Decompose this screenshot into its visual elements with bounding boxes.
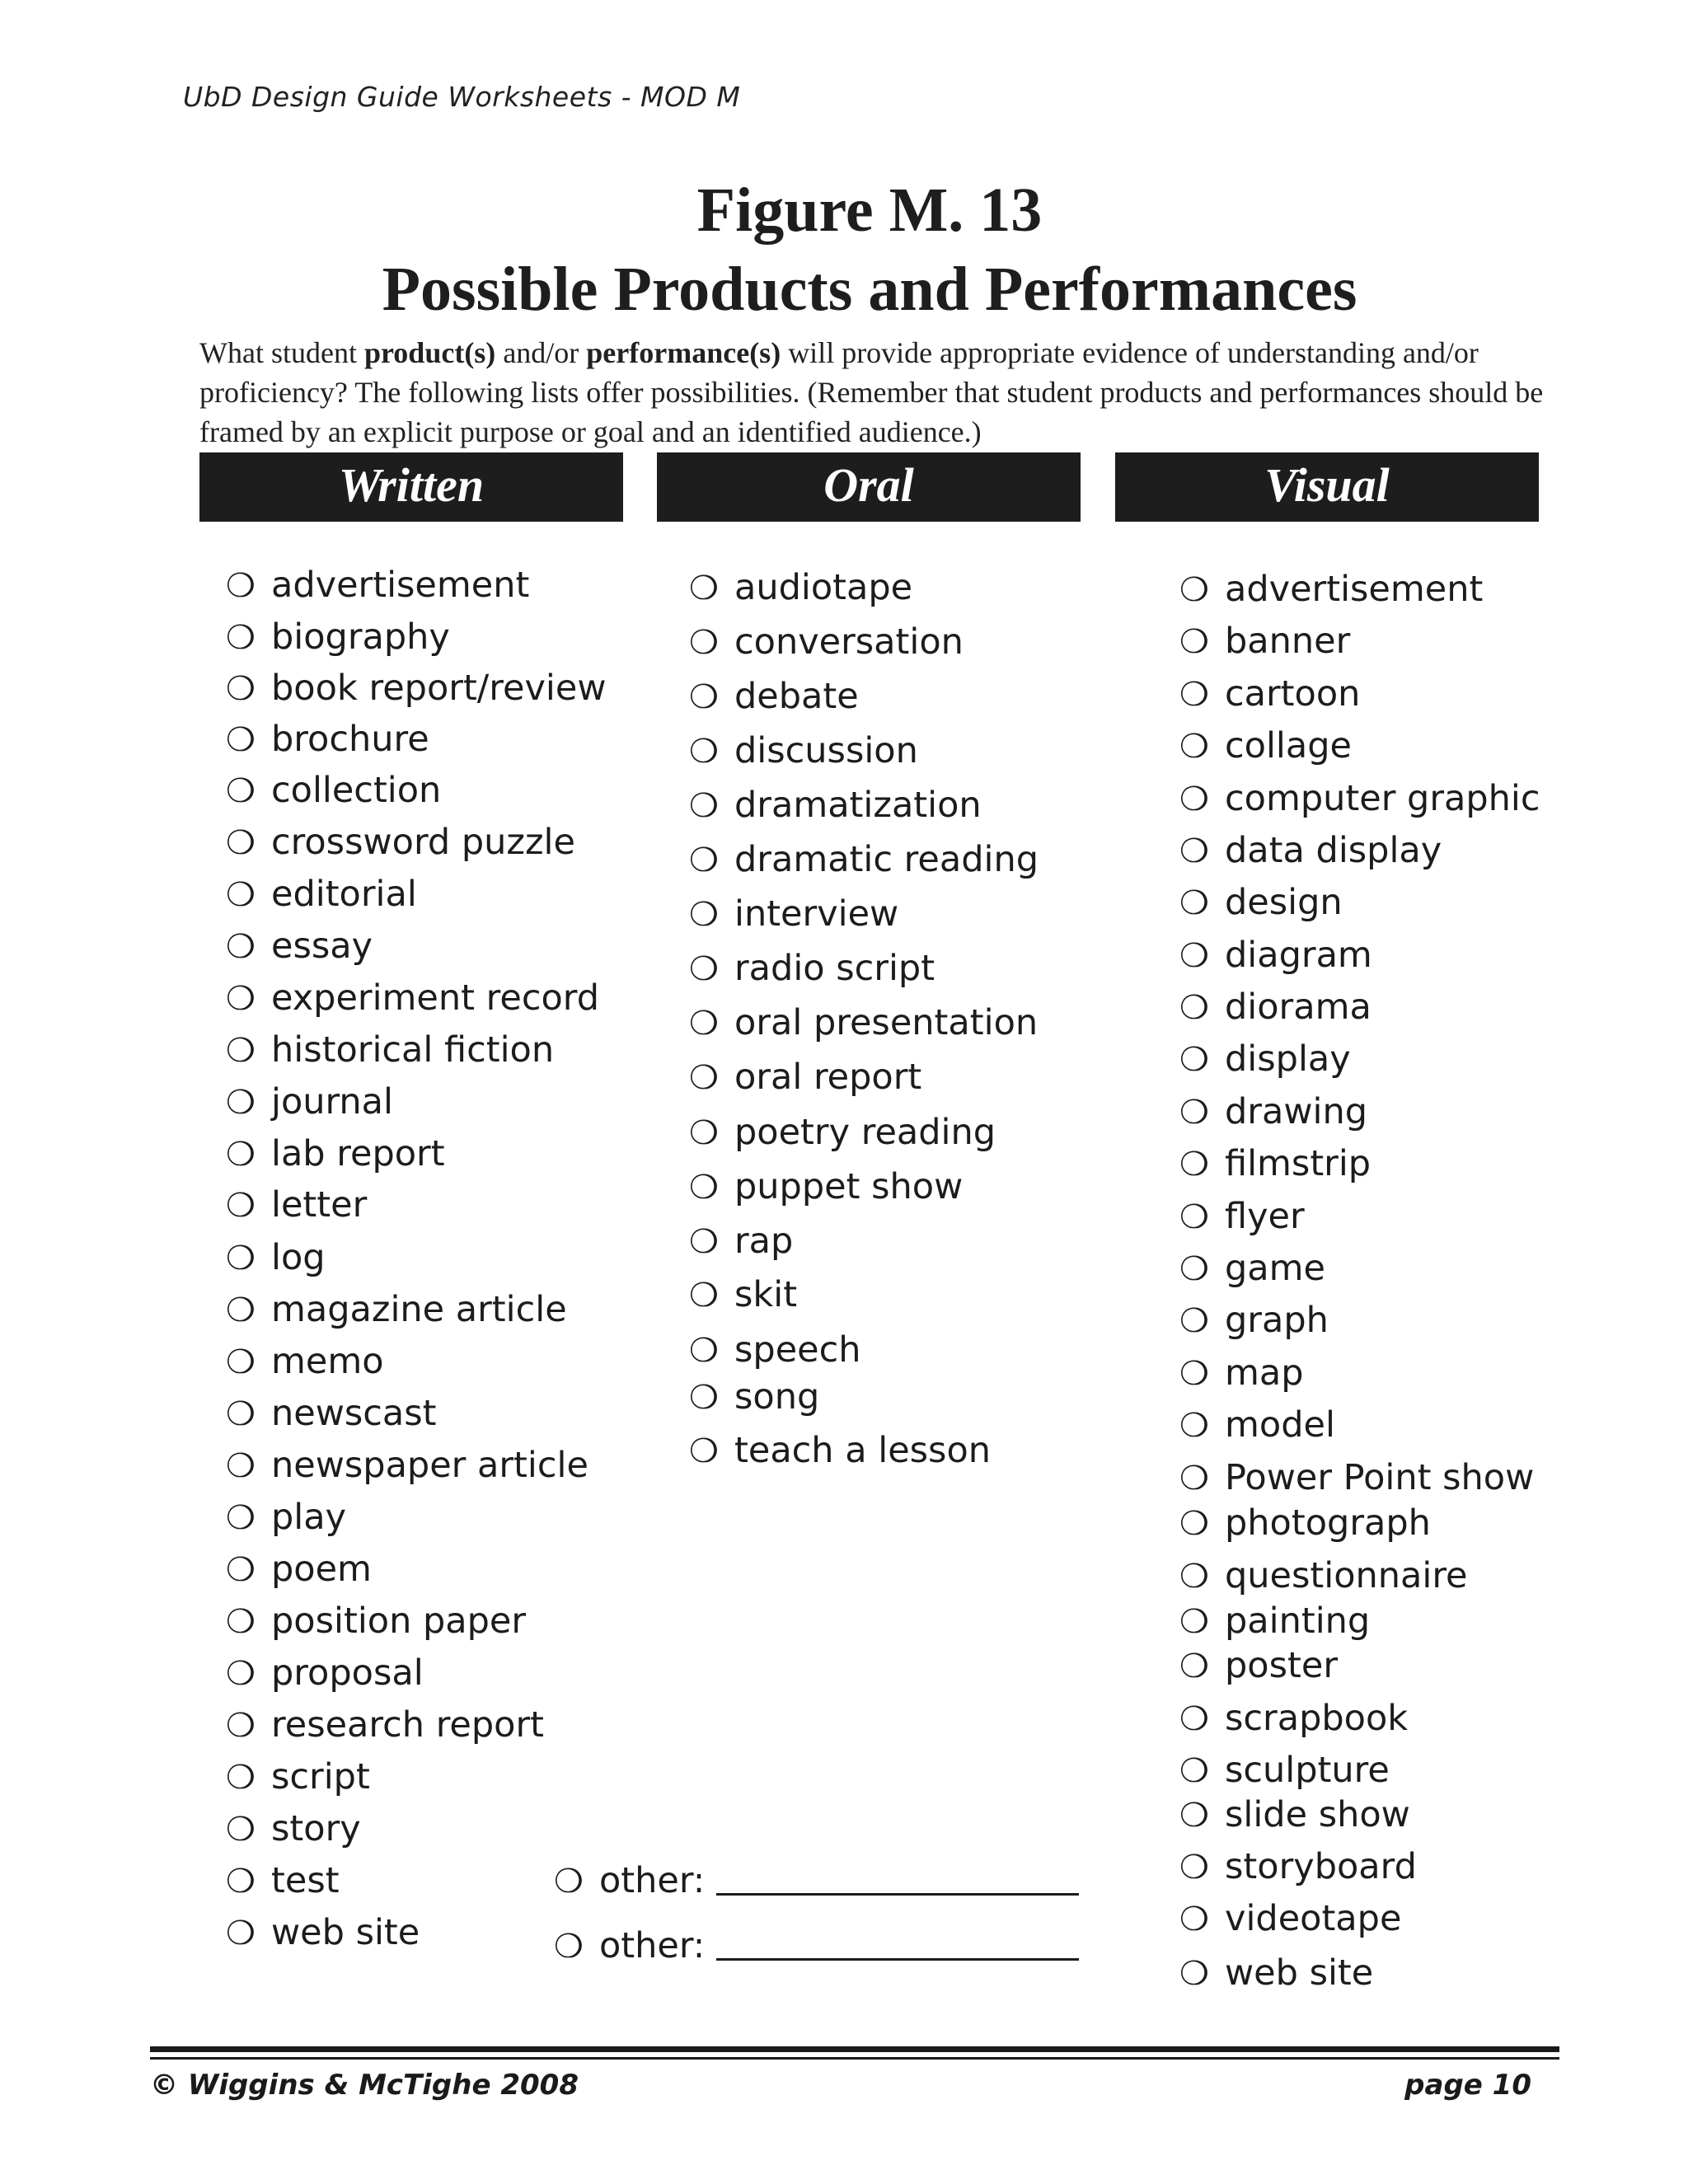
item-label: dramatic reading (734, 839, 1039, 880)
item-label: scrapbook (1225, 1698, 1409, 1739)
checkbox-circle-icon: ❍ (1179, 623, 1209, 661)
written-item (226, 1912, 420, 1954)
written-item (226, 1860, 340, 1902)
item-label: speech (734, 1329, 861, 1371)
visual-item (1179, 673, 1360, 715)
intro-bold-product: product(s) (363, 336, 496, 369)
item-label: data display (1225, 830, 1442, 871)
oral-item (689, 1221, 793, 1263)
visual-heading: Visual (1115, 452, 1539, 522)
checkbox-circle-icon: ❍ (1179, 884, 1209, 922)
item-label: storyboard (1225, 1846, 1417, 1887)
item-label: Power Point show (1225, 1457, 1535, 1498)
item-label: experiment record (271, 977, 600, 1019)
item-label: oral report (734, 1057, 922, 1098)
item-label: radio script (734, 948, 935, 989)
oral-item (689, 785, 982, 827)
checkbox-circle-icon: ❍ (1179, 1505, 1209, 1543)
item-label: poetry reading (734, 1112, 996, 1153)
other-entry-1 (554, 1860, 1079, 1902)
checkbox-circle-icon: ❍ (226, 1084, 256, 1122)
checkbox-circle-icon: ❍ (1179, 1603, 1209, 1641)
oral-item (689, 1112, 996, 1154)
item-label: computer graphic (1225, 778, 1540, 819)
checkbox-circle-icon: ❍ (689, 1169, 719, 1207)
written-item (226, 977, 599, 1019)
other-label: other: (599, 1925, 706, 1966)
item-label: brochure (271, 719, 429, 760)
visual-item (1179, 1645, 1338, 1687)
checkbox-circle-icon: ❍ (689, 1223, 719, 1261)
checkbox-circle-icon: ❍ (226, 1863, 256, 1900)
checkbox-circle-icon: ❍ (1179, 1752, 1209, 1790)
item-label: newspaper article (271, 1445, 588, 1486)
item-label: lab report (271, 1133, 445, 1174)
checkbox-circle-icon: ❍ (1179, 1558, 1209, 1596)
visual-item (1179, 1502, 1431, 1544)
checkbox-circle-icon: ❍ (689, 1379, 719, 1417)
checkbox-circle-icon: ❍ (226, 928, 256, 966)
item-label: magazine article (271, 1289, 567, 1330)
checkbox-circle-icon: ❍ (1179, 1900, 1209, 1938)
page-number: page 10 (1404, 2069, 1531, 2102)
written-item (226, 1133, 445, 1175)
oral-item (689, 676, 859, 718)
item-label: banner (1225, 621, 1351, 662)
checkbox-circle-icon: ❍ (1179, 728, 1209, 766)
visual-item (1179, 778, 1540, 820)
item-label: game (1225, 1248, 1325, 1289)
written-item (226, 926, 373, 968)
oral-item (689, 567, 912, 609)
item-label: song (734, 1376, 820, 1418)
checkbox-circle-icon: ❍ (1179, 676, 1209, 714)
item-label: book report/review (271, 668, 607, 709)
item-label: essay (271, 926, 373, 967)
oral-item (689, 1274, 797, 1316)
written-item (226, 616, 450, 658)
visual-item (1179, 1750, 1390, 1792)
item-label: display (1225, 1038, 1351, 1080)
written-item (226, 1652, 424, 1694)
checkbox-circle-icon: ❍ (689, 624, 719, 662)
oral-item (689, 1166, 963, 1208)
checkbox-circle-icon: ❍ (226, 567, 256, 605)
visual-item (1179, 1952, 1373, 1994)
visual-item (1179, 1196, 1305, 1238)
checkbox-circle-icon: ❍ (689, 896, 719, 934)
checkbox-circle-icon: ❍ (1179, 1250, 1209, 1288)
running-header: UbD Design Guide Worksheets - MOD M (183, 81, 741, 113)
item-label: editorial (271, 874, 417, 915)
oral-item (689, 893, 898, 935)
other-label: other: (599, 1860, 706, 1901)
checkbox-circle-icon: ❍ (1179, 1955, 1209, 1993)
checkbox-circle-icon: ❍ (226, 980, 256, 1018)
item-label: proposal (271, 1652, 424, 1694)
checkbox-circle-icon: ❍ (1179, 832, 1209, 870)
checkbox-circle-icon: ❍ (1179, 571, 1209, 609)
oral-item (689, 1430, 991, 1472)
checkbox-circle-icon: ❍ (226, 1707, 256, 1745)
item-label: log (271, 1237, 326, 1278)
visual-item (1179, 1143, 1371, 1185)
item-label: graph (1225, 1300, 1329, 1341)
checkbox-circle-icon: ❍ (226, 824, 256, 862)
checkbox-circle-icon: ❍ (226, 1499, 256, 1537)
visual-item (1179, 1300, 1329, 1342)
item-label: conversation (734, 621, 964, 663)
visual-item (1179, 1091, 1367, 1133)
item-label: videotape (1225, 1898, 1402, 1939)
item-label: map (1225, 1352, 1304, 1394)
intro-text-1: What student (199, 336, 364, 369)
written-item (226, 874, 417, 916)
checkbox-circle-icon: ❍ (1179, 1460, 1209, 1497)
checkbox-circle-icon: ❍ (554, 1928, 584, 1966)
item-label: painting (1225, 1601, 1371, 1642)
written-item (226, 1497, 346, 1539)
item-label: design (1225, 882, 1343, 923)
item-label: slide show (1225, 1794, 1410, 1835)
checkbox-circle-icon: ❍ (689, 1432, 719, 1470)
item-label: poem (271, 1549, 372, 1590)
item-label: web site (1225, 1952, 1374, 1994)
written-item (226, 770, 441, 812)
item-label: historical fiction (271, 1029, 555, 1071)
oral-item (689, 839, 1039, 881)
item-label: play (271, 1497, 347, 1538)
checkbox-circle-icon: ❍ (226, 1395, 256, 1433)
visual-item (1179, 725, 1352, 767)
item-label: diorama (1225, 987, 1372, 1028)
oral-item (689, 1002, 1038, 1044)
checkbox-circle-icon: ❍ (1179, 1849, 1209, 1886)
visual-item (1179, 621, 1350, 663)
item-label: test (271, 1860, 340, 1901)
item-label: biography (271, 616, 450, 658)
item-label: letter (271, 1184, 368, 1226)
visual-item (1179, 1555, 1468, 1597)
item-label: script (271, 1756, 370, 1797)
checkbox-circle-icon: ❍ (1179, 1797, 1209, 1835)
checkbox-circle-icon: ❍ (226, 619, 256, 657)
checkbox-circle-icon: ❍ (689, 841, 719, 879)
checkbox-circle-icon: ❍ (226, 1655, 256, 1693)
written-item (226, 668, 607, 710)
visual-item (1179, 987, 1372, 1029)
item-label: photograph (1225, 1502, 1431, 1544)
visual-item (1179, 1038, 1351, 1080)
item-label: web site (271, 1912, 420, 1953)
checkbox-circle-icon: ❍ (1179, 1146, 1209, 1183)
item-label: story (271, 1808, 361, 1849)
oral-item (689, 621, 964, 663)
item-label: puppet show (734, 1166, 964, 1207)
checkbox-circle-icon: ❍ (226, 1551, 256, 1589)
written-item (226, 1341, 384, 1383)
written-item (226, 1081, 393, 1123)
checkbox-circle-icon: ❍ (1179, 1407, 1209, 1445)
item-label: advertisement (271, 565, 530, 606)
visual-item (1179, 1601, 1370, 1643)
checkbox-circle-icon: ❍ (689, 678, 719, 716)
item-label: research report (271, 1704, 545, 1746)
visual-item (1179, 1698, 1408, 1740)
checkbox-circle-icon: ❍ (689, 950, 719, 988)
oral-item (689, 1376, 819, 1418)
visual-item (1179, 1846, 1417, 1888)
item-label: newscast (271, 1393, 437, 1434)
checkbox-circle-icon: ❍ (226, 670, 256, 708)
checkbox-circle-icon: ❍ (689, 1114, 719, 1152)
checkbox-circle-icon: ❍ (1179, 1355, 1209, 1393)
written-item (226, 1756, 370, 1798)
written-item (226, 1184, 367, 1226)
checkbox-circle-icon: ❍ (1179, 1302, 1209, 1340)
item-label: collage (1225, 725, 1352, 766)
item-label: debate (734, 676, 859, 717)
visual-item (1179, 1352, 1304, 1394)
item-label: rap (734, 1221, 794, 1262)
visual-item (1179, 1794, 1410, 1836)
oral-item (689, 730, 918, 772)
checkbox-circle-icon: ❍ (1179, 937, 1209, 975)
footer-rule-thin (150, 2057, 1559, 2060)
oral-heading: Oral (657, 452, 1081, 522)
checkbox-circle-icon: ❍ (226, 1136, 256, 1174)
item-label: discussion (734, 730, 918, 771)
checkbox-circle-icon: ❍ (226, 1187, 256, 1225)
oral-item (689, 948, 935, 990)
blank-line (716, 1860, 1079, 1896)
item-label: questionnaire (1225, 1555, 1468, 1596)
other-entry-2 (554, 1925, 1079, 1967)
item-label: sculpture (1225, 1750, 1390, 1791)
checkbox-circle-icon: ❍ (1179, 1094, 1209, 1132)
item-label: collection (271, 770, 442, 811)
checkbox-circle-icon: ❍ (226, 1240, 256, 1277)
checkbox-circle-icon: ❍ (226, 1343, 256, 1381)
written-item (226, 565, 529, 607)
intro-text-3: will provide appropriate evidence of understanding and/or proficiency? The following lists offer possibilities. (Remember that student products and performances should be framed by an explicit purpose or goal and an identified audience.) (199, 336, 1544, 448)
written-heading: Written (199, 452, 623, 522)
checkbox-circle-icon: ❍ (554, 1863, 584, 1900)
checkbox-circle-icon: ❍ (226, 1603, 256, 1641)
copyright: © Wiggins & McTighe 2008 (150, 2069, 579, 2102)
checkbox-circle-icon: ❍ (226, 1759, 256, 1797)
written-item (226, 1029, 554, 1071)
visual-item (1179, 569, 1483, 611)
written-item (226, 1237, 326, 1279)
figure-number: Figure M. 13 (696, 176, 1043, 245)
written-item (226, 1549, 372, 1591)
item-label: skit (734, 1274, 798, 1315)
checkbox-circle-icon: ❍ (689, 1277, 719, 1315)
written-item (226, 822, 575, 864)
visual-item (1179, 1248, 1325, 1290)
checkbox-circle-icon: ❍ (689, 733, 719, 771)
item-label: position paper (271, 1601, 527, 1642)
item-label: cartoon (1225, 673, 1361, 715)
checkbox-circle-icon: ❍ (226, 1291, 256, 1329)
written-item (226, 1289, 567, 1331)
visual-item (1179, 1898, 1401, 1940)
visual-item (1179, 1404, 1335, 1446)
checkbox-circle-icon: ❍ (226, 1032, 256, 1070)
written-item (226, 1704, 544, 1746)
checkbox-circle-icon: ❍ (689, 569, 719, 607)
page-title: Possible Products and Performances (382, 255, 1357, 324)
item-label: filmstrip (1225, 1143, 1372, 1184)
checkbox-circle-icon: ❍ (1179, 1700, 1209, 1738)
checkbox-circle-icon: ❍ (689, 1059, 719, 1097)
item-label: model (1225, 1404, 1335, 1446)
intro-paragraph (199, 333, 1551, 452)
item-label: diagram (1225, 935, 1372, 976)
blank-line (716, 1925, 1079, 1961)
checkbox-circle-icon: ❍ (226, 1811, 256, 1849)
item-label: drawing (1225, 1091, 1367, 1132)
checkbox-circle-icon: ❍ (226, 721, 256, 759)
written-item (226, 719, 429, 761)
checkbox-circle-icon: ❍ (226, 1915, 256, 1952)
visual-item (1179, 882, 1343, 924)
item-label: crossword puzzle (271, 822, 575, 863)
visual-item (1179, 830, 1442, 872)
oral-item (689, 1329, 861, 1371)
checkbox-circle-icon: ❍ (226, 1447, 256, 1485)
checkbox-circle-icon: ❍ (226, 876, 256, 914)
item-label: advertisement (1225, 569, 1484, 610)
checkbox-circle-icon: ❍ (1179, 1041, 1209, 1079)
item-label: teach a lesson (734, 1430, 992, 1471)
item-label: poster (1225, 1645, 1338, 1686)
written-item (226, 1393, 437, 1435)
item-label: journal (271, 1081, 393, 1122)
intro-text-2: and/or (495, 336, 587, 369)
checkbox-circle-icon: ❍ (1179, 1198, 1209, 1236)
written-item (226, 1808, 361, 1850)
item-label: interview (734, 893, 899, 935)
item-label: flyer (1225, 1196, 1305, 1237)
checkbox-circle-icon: ❍ (1179, 989, 1209, 1027)
item-label: memo (271, 1341, 384, 1382)
footer-rule-thick (150, 2046, 1559, 2052)
written-item (226, 1445, 588, 1487)
intro-bold-performance: performance(s) (586, 336, 781, 369)
written-item (226, 1601, 526, 1643)
checkbox-circle-icon: ❍ (689, 787, 719, 825)
checkbox-circle-icon: ❍ (1179, 1647, 1209, 1685)
item-label: dramatization (734, 785, 982, 826)
oral-item (689, 1057, 921, 1099)
checkbox-circle-icon: ❍ (1179, 780, 1209, 818)
checkbox-circle-icon: ❍ (226, 772, 256, 810)
item-label: oral presentation (734, 1002, 1039, 1043)
visual-item (1179, 1457, 1534, 1499)
visual-item (1179, 935, 1372, 977)
checkbox-circle-icon: ❍ (689, 1332, 719, 1370)
item-label: audiotape (734, 567, 913, 608)
checkbox-circle-icon: ❍ (689, 1005, 719, 1043)
